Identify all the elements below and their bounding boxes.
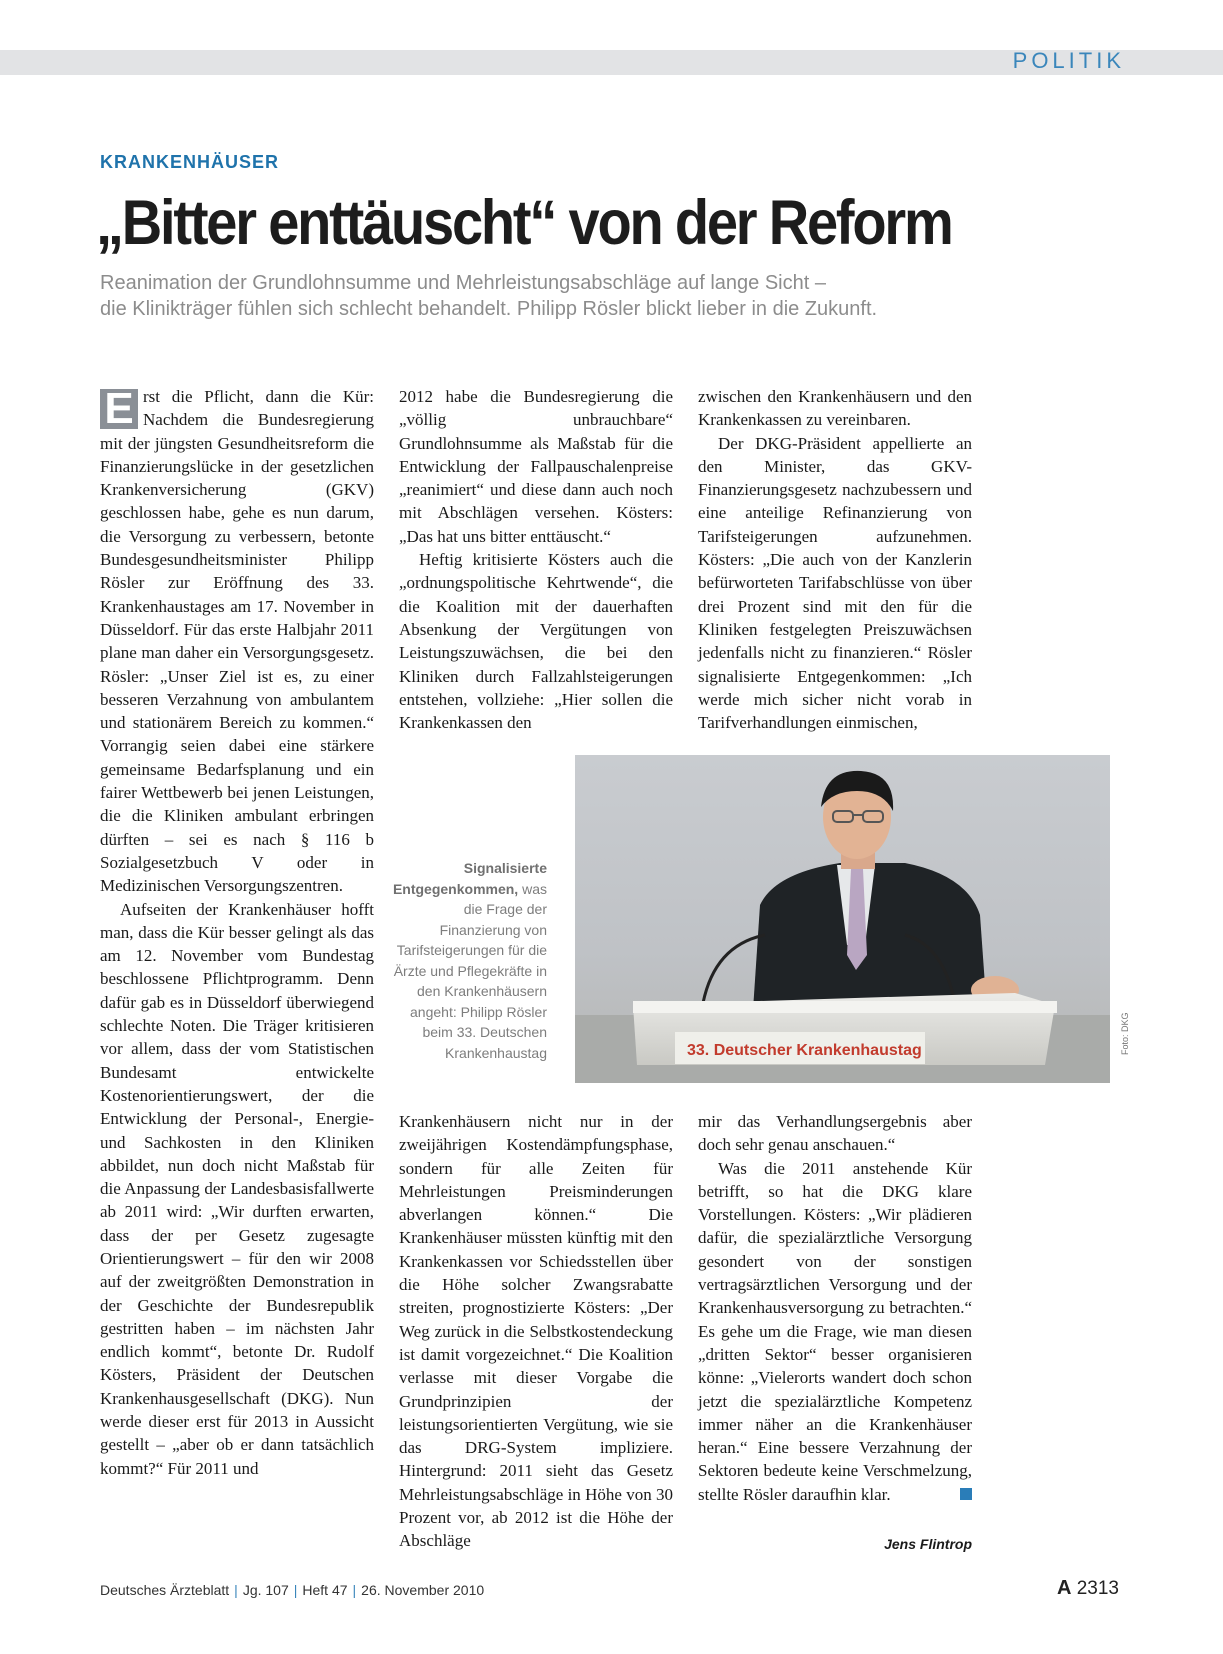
- speaker-illustration: [575, 755, 1110, 1083]
- column-3-top: [698, 385, 972, 734]
- paragraph: mir das Verhandlungsergebnis aber doch sehr genau anschauen.“: [698, 1112, 972, 1155]
- article-kicker: KRANKENHÄUSER: [100, 152, 280, 172]
- journal-name: Deutsches Ärzteblatt: [100, 1582, 230, 1598]
- figure-caption: [390, 858, 547, 1063]
- footer-divider: |: [234, 1582, 238, 1598]
- end-mark-icon: [960, 1488, 972, 1500]
- paragraph: Heftig kritisierte Kösters auch die „ordnungspolitische Kehrtwende“, die die Koalition mit der dauerhaften Absenkung der Vergütungen von Leistungszuwächsen, die bei den Kliniken durch Fallzahlsteigerungen entstehen, vollziehe: „Hier sollen die Krankenkassen den: [399, 550, 673, 733]
- paragraph-text: Was die 2011 anstehende Kür betrifft, so hat die DKG klare Vorstellungen. Kösters: „Wir plädieren dafür, die spezialärztliche Versorgung gesondert von der sonstigen vertragsärztlichen Versorgung und der Krankenhausversorgung zu betrachten.“ Es gehe um die Frage, wie man diesen „dritten Sektor“ besser organisieren könne: „Vielerorts wandert doch schon jetzt die spezialärztliche Kompetenz immer näher an die Krankenhäuser heran.“ Eine bessere Verzahnung der Sektoren bedeute keine Verschmelzung, stellte Rösler daraufhin klar.: [698, 1158, 972, 1504]
- paragraph: Der DKG-Präsident appellierte an den Minister, das GKV-Finanzierungsgesetz nachzubessern und eine anteilige Refinanzierung von Tarifsteigerungen aufzunehmen. Kösters: „Die auch von der Kanzlerin befürworteten Tarifabschlüsse von über drei Prozent sind mit den für die Kliniken festgelegten Preiszuwächsen jedenfalls nicht zu finanzieren.“ Rösler signalisierte Entgegenkommen: „Ich werde mich sicher nicht vorab in Tarifverhandlungen einmischen,: [698, 433, 972, 733]
- article-title: „Bitter enttäuscht“ von der Reform: [96, 187, 952, 258]
- page-number: [1057, 1577, 1119, 1600]
- journal-volume: Jg. 107: [242, 1582, 289, 1598]
- paragraph: [100, 385, 374, 898]
- column-3-bottom: [698, 1110, 972, 1506]
- lead-line-2: die Klinikträger fühlen sich schlecht behandelt. Philipp Rösler blickt lieber in die Zukunft.: [100, 298, 878, 320]
- paragraph-text: rst die Pflicht, dann die Kür: Nachdem die Bundesregierung mit der jüngsten Gesundheitsreform die Finanzierungslücke in der gesetzlichen Krankenversicherung (GKV) geschlossen habe, gehe es nun darum, die Versorgung zu verbessern, betonte Bundesgesundheitsminister Philipp Rösler zur Eröffnung des 33. Krankenhaustages am 17. November in Düsseldorf. Für das erste Halbjahr 2011 plane man daher ein Versorgungsgesetz. Rösler: „Unser Ziel ist es, zu einer besseren Verzahnung von ambulantem und stationärem Bereich zu kommen.“ Vorrangig seien dabei eine stärkere gemeinsame Bedarfsplanung und ein fairer Wettbewerb bei jenen Leistungen, die die Kliniken ambulant erbringen dürften – sei es nach § 116 b Sozialgesetzbuch V oder in Medizinischen Versorgungszentren.: [100, 387, 374, 896]
- article-author: Jens Flintrop: [884, 1536, 972, 1552]
- lead-line-1: Reanimation der Grundlohnsumme und Mehrleistungsabschläge auf lange Sicht –: [100, 272, 826, 294]
- photo-credit: Foto: DKG: [1120, 1012, 1130, 1055]
- footer-divider: |: [352, 1582, 357, 1598]
- paragraph: Krankenhäusern nicht nur in der zweijährigen Kostendämpfungsphase, sondern für alle Zeiten für Mehrleistungen Preisminderungen abverlangen können.“ Die Krankenhäuser müssten künftig mit den Krankenkassen vor Schiedsstellen über die Höhe solcher Zwangsrabatte streiten, prognostizierte Kösters: „Der Weg zurück in die Selbstkostendeckung ist damit vorgezeichnet.“ Die Koalition verlasse mit dieser Vorgabe die Grundprinzipien der leistungsorientierten Vergütung, wie sie das DRG-System impliziere. Hintergrund: 2011 sieht das Gesetz Mehrleistungsabschläge in Höhe von 30 Prozent vor, ab 2012 ist die Höhe der Abschläge: [399, 1112, 673, 1551]
- journal-issue: Heft 47: [302, 1582, 348, 1598]
- column-2-bottom: [399, 1110, 673, 1553]
- page-prefix: A: [1056, 1577, 1072, 1599]
- footer-divider: |: [293, 1582, 298, 1598]
- column-2-top: [399, 385, 673, 734]
- journal-date: 26. November 2010: [361, 1582, 485, 1598]
- article-lead: [100, 270, 1120, 322]
- speaker-photo: [575, 755, 1110, 1083]
- paragraph: 2012 habe die Bundesregierung die „völlig unbrauchbare“ Grundlohnsumme als Maßstab für die Entwicklung der Fallpauschalenpreise „reanimiert“ und diese dann auch noch mit Abschlägen versehen. Kösters: „Das hat uns bitter enttäuscht.“: [399, 387, 673, 546]
- page-number-value: 2313: [1076, 1578, 1119, 1599]
- paragraph: Aufseiten der Krankenhäuser hofft man, dass die Kür besser gelingt als das am 12. November vom Bundestag beschlossene Pflichtprogramm. Denn dafür gab es in Düsseldorf überwiegend schlechte Noten. Die Träger kritisieren vor allem, dass der vom Statistischen Bundesamt entwickelte Kostenorientierungswert, der die Entwicklung der Personal-, Energie- und Sachkosten in den Kliniken abbildet, nun doch nicht Maßstab für die Anpassung der Landesbasisfallwerte ab 2011 wird: „Wir durften erwarten, dass der per Gesetz zugesagte Orientierungswert – für den wir 2008 auf der zweitgrößten Demonstration in der Geschichte der Bundesrepublik gestritten haben – im nächsten Jahr endlich kommt“, betonte Dr. Rudolf Kösters, Präsident der Deutschen Krankenhausgesellschaft (DKG). Nun werde dieser erst für 2013 in Aussicht gestellt – „aber ob er dann tatsächlich kommt?“ Für 2011 und: [100, 899, 374, 1478]
- page-footer: [100, 1582, 484, 1598]
- drop-cap: E: [100, 389, 138, 429]
- paragraph: zwischen den Krankenhäusern und den Krankenkassen zu vereinbaren.: [698, 387, 972, 430]
- column-1: [100, 385, 374, 1480]
- paragraph: [698, 1157, 972, 1506]
- section-label: POLITIK: [1012, 48, 1125, 73]
- caption-lead: Signalisierte Entgegenkommen,: [392, 860, 547, 897]
- podium-sign: 33. Deutscher Krankenhaustag: [687, 1042, 922, 1059]
- caption-text: was die Frage der Finanzierung von Tarifsteigerungen für die Ärzte und Pflegekräfte in den Krankenhäusern angeht: Philipp Rösler beim 33. Deutschen Krankenhaustag: [393, 880, 547, 1061]
